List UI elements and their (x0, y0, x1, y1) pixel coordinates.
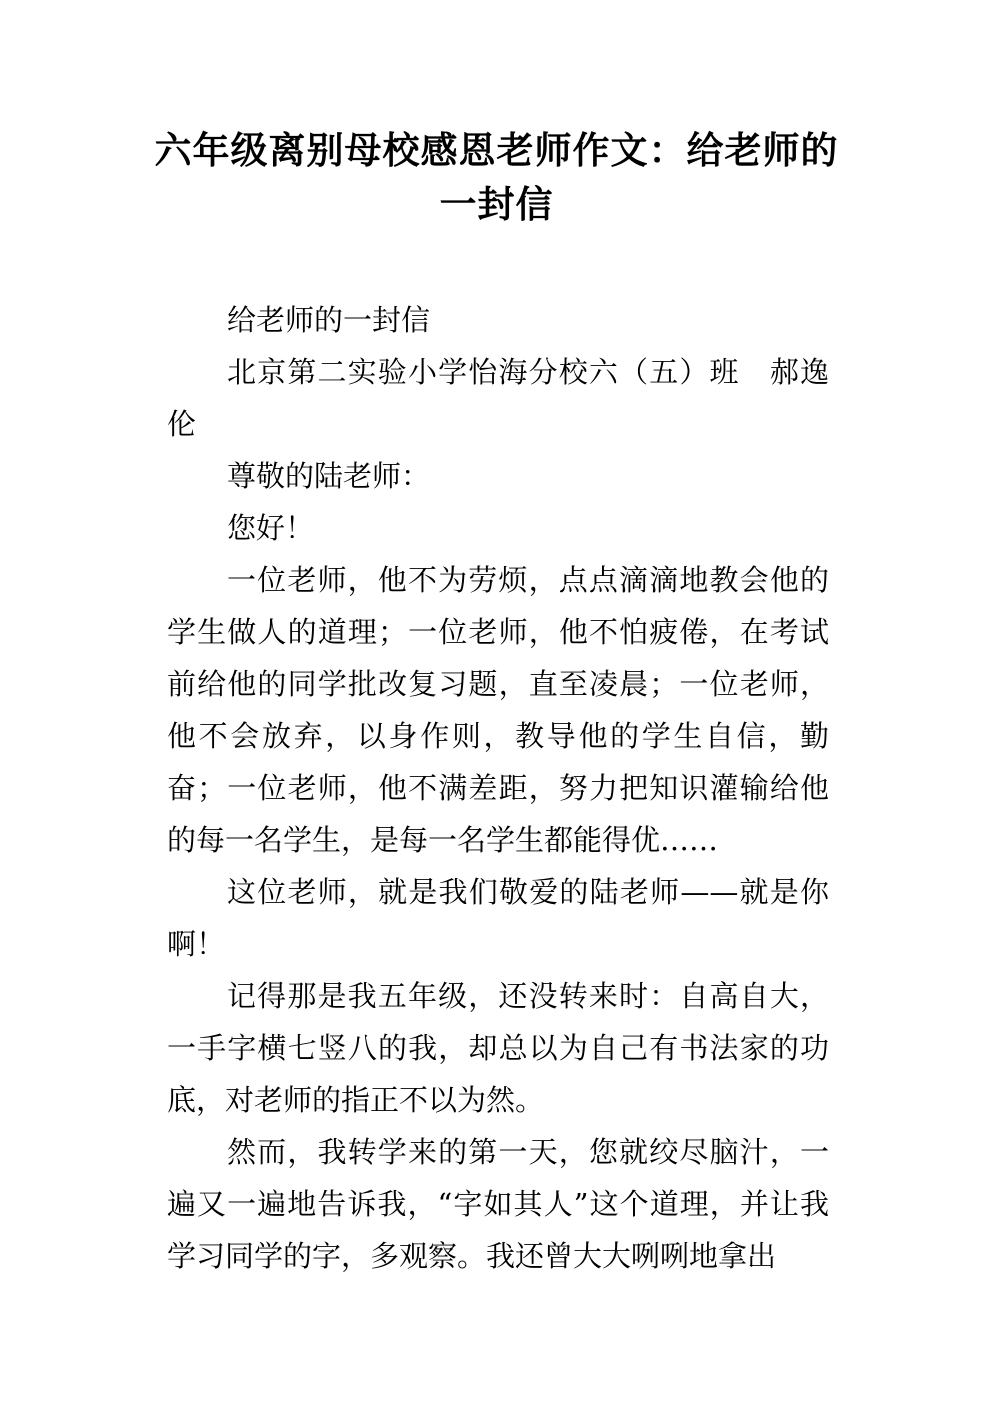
paragraph: 一位老师，他不为劳烦，点点滴滴地教会他的学生做人的道理；一位老师，他不怕疲倦，在考试前给他的同学批改复习题，直至凌晨；一位老师，他不会放弃，以身作则，教导他的学生自信，勤奋；一位老师，他不满差距，努力把知识灌输给他的每一名学生，是每一名学生都能得优…… (167, 563, 829, 857)
paragraph-salutation: 尊敬的陆老师： (227, 459, 431, 493)
paragraph: 这位老师，就是我们敬爱的陆老师——就是你啊！ (167, 875, 829, 961)
document-title: 六年级离别母校感恩老师作文：给老师的一封信 (154, 129, 839, 226)
paragraph: 记得那是我五年级，还没转来时：自高自大，一手字横七竖八的我，却总以为自己有书法家的功底，对老师的指正不以为然。 (167, 979, 829, 1117)
paragraph-heading: 给老师的一封信 (227, 303, 431, 337)
paragraph: 然而，我转学来的第一天，您就绞尽脑汁，一遍又一遍地告诉我，“字如其人”这个道理，并让我学习同学的字，多观察。我还曾大大咧咧地拿出 (167, 1135, 829, 1273)
paragraph-greeting: 您好！ (227, 511, 315, 545)
paragraph-author: 北京第二实验小学怡海分校六（五）班 郝逸伦 (167, 355, 829, 441)
document-body (167, 294, 829, 1282)
